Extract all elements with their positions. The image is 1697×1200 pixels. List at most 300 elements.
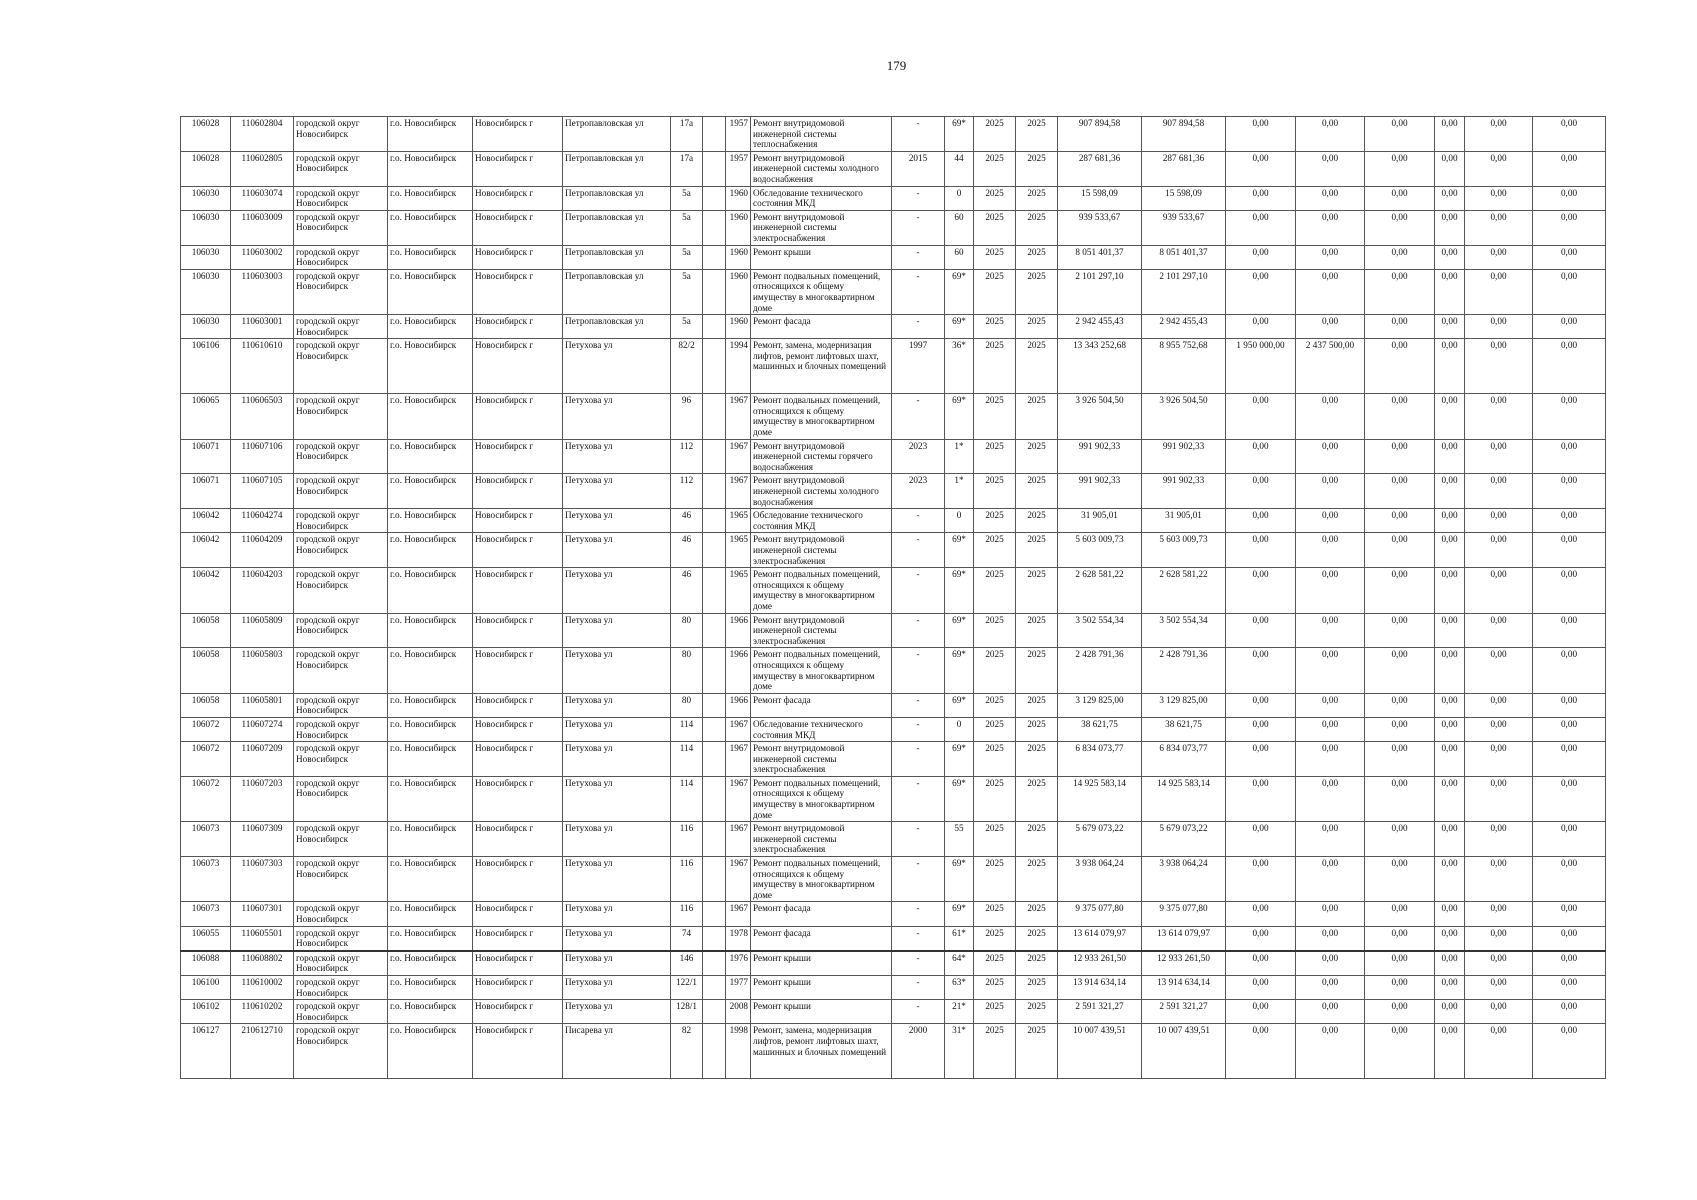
cell-district: г.о. Новосибирск [388,269,473,314]
cell-wear: 60 [945,245,974,269]
cell-street: Петропавловская ул [563,315,671,339]
cell-city: Новосибирск г [473,509,563,533]
cell-house-id: 106072 [181,742,231,777]
cell-plan-end: 2025 [1016,951,1058,976]
cell-year-built: 1960 [726,186,751,210]
cell-cost-a: 0,00 [1226,693,1296,717]
cell-last-repair-year: - [892,822,945,857]
cell-house-id: 106055 [181,926,231,951]
cell-cost-c: 0,00 [1365,648,1435,693]
cell-plan-start: 2025 [974,613,1016,648]
cell-cost-e: 0,00 [1465,902,1533,926]
cell-city: Новосибирск г [473,186,563,210]
cell-cost-b: 0,00 [1296,245,1365,269]
cell-cost-f: 0,00 [1533,533,1606,568]
cell-work-type: Ремонт внутридомовой инженерной системы холодного водоснабжения [751,151,892,186]
cell-district: г.о. Новосибирск [388,717,473,741]
cell-cost-c: 0,00 [1365,269,1435,314]
cell-municipality: городской округ Новосибирск [294,1000,388,1024]
cell-cost-f: 0,00 [1533,1024,1606,1079]
cell-total-cost: 5 603 009,73 [1058,533,1142,568]
cell-plan-end: 2025 [1016,926,1058,951]
cell-city: Новосибирск г [473,926,563,951]
cell-work-type: Ремонт фасада [751,926,892,951]
cell-cost-a: 0,00 [1226,742,1296,777]
table-row [181,439,1606,474]
cell-year-built: 1967 [726,776,751,821]
cell-district: г.о. Новосибирск [388,439,473,474]
table-row [181,975,1606,999]
cell-cost-c: 0,00 [1365,975,1435,999]
cell-city: Новосибирск г [473,269,563,314]
cell-code: 110607105 [231,474,294,509]
cell-cost-f: 0,00 [1533,1000,1606,1024]
cell-city: Новосибирск г [473,245,563,269]
cell-last-repair-year: - [892,951,945,976]
cell-last-repair-year: - [892,648,945,693]
cell-work-type: Ремонт подвальных помещений, относящихся к общему имуществу в многоквартирном доме [751,394,892,439]
table-row [181,245,1606,269]
cell-last-repair-year: - [892,693,945,717]
cell-last-repair-year: - [892,742,945,777]
cell-fund-cost: 287 681,36 [1142,151,1226,186]
cell-district: г.о. Новосибирск [388,245,473,269]
cell-cost-a: 0,00 [1226,151,1296,186]
cell-cost-b: 0,00 [1296,951,1365,976]
cell-city: Новосибирск г [473,1024,563,1079]
table-row [181,613,1606,648]
cell-cost-c: 0,00 [1365,117,1435,152]
cell-cost-c: 0,00 [1365,857,1435,902]
cell-total-cost: 5 679 073,22 [1058,822,1142,857]
cell-code: 110607209 [231,742,294,777]
cell-municipality: городской округ Новосибирск [294,245,388,269]
cell-plan-end: 2025 [1016,210,1058,245]
cell-cost-a: 0,00 [1226,975,1296,999]
cell-street: Петухова ул [563,742,671,777]
cell-municipality: городской округ Новосибирск [294,117,388,152]
cell-cost-c: 0,00 [1365,902,1435,926]
cell-code: 110605501 [231,926,294,951]
cell-street: Писарева ул [563,1024,671,1079]
cell-cost-c: 0,00 [1365,926,1435,951]
cell-cost-f: 0,00 [1533,245,1606,269]
cell-street: Петухова ул [563,951,671,976]
cell-cost-b: 0,00 [1296,648,1365,693]
cell-wear: 60 [945,210,974,245]
cell-blank [703,1000,726,1024]
cell-cost-b: 0,00 [1296,210,1365,245]
cell-street: Петропавловская ул [563,151,671,186]
cell-code: 110602805 [231,151,294,186]
cell-house-id: 106102 [181,1000,231,1024]
cell-cost-e: 0,00 [1465,117,1533,152]
cell-plan-start: 2025 [974,117,1016,152]
cell-cost-c: 0,00 [1365,776,1435,821]
cell-house-number: 128/1 [671,1000,703,1024]
cell-municipality: городской округ Новосибирск [294,1024,388,1079]
cell-fund-cost: 907 894,58 [1142,117,1226,152]
cell-code: 110607106 [231,439,294,474]
cell-total-cost: 3 129 825,00 [1058,693,1142,717]
cell-cost-d: 0,00 [1435,693,1465,717]
cell-total-cost: 2 942 455,43 [1058,315,1142,339]
cell-municipality: городской округ Новосибирск [294,339,388,394]
table-row [181,474,1606,509]
cell-city: Новосибирск г [473,693,563,717]
cell-last-repair-year: - [892,315,945,339]
cell-plan-start: 2025 [974,1000,1016,1024]
cell-fund-cost: 14 925 583,14 [1142,776,1226,821]
cell-last-repair-year: - [892,186,945,210]
cell-blank [703,776,726,821]
cell-house-number: 80 [671,693,703,717]
cell-house-number: 116 [671,857,703,902]
cell-district: г.о. Новосибирск [388,210,473,245]
cell-fund-cost: 939 533,67 [1142,210,1226,245]
cell-street: Петропавловская ул [563,269,671,314]
registry-table [180,116,1606,1079]
cell-plan-start: 2025 [974,742,1016,777]
cell-blank [703,339,726,394]
cell-house-id: 106030 [181,269,231,314]
cell-total-cost: 12 933 261,50 [1058,951,1142,976]
cell-district: г.о. Новосибирск [388,926,473,951]
cell-fund-cost: 991 902,33 [1142,439,1226,474]
cell-district: г.о. Новосибирск [388,951,473,976]
cell-street: Петухова ул [563,509,671,533]
cell-plan-end: 2025 [1016,902,1058,926]
cell-year-built: 1960 [726,210,751,245]
cell-total-cost: 3 502 554,34 [1058,613,1142,648]
cell-year-built: 1967 [726,742,751,777]
cell-plan-end: 2025 [1016,533,1058,568]
cell-cost-c: 0,00 [1365,315,1435,339]
cell-cost-b: 0,00 [1296,269,1365,314]
cell-cost-f: 0,00 [1533,568,1606,613]
cell-plan-end: 2025 [1016,117,1058,152]
cell-city: Новосибирск г [473,394,563,439]
cell-last-repair-year: - [892,926,945,951]
cell-cost-e: 0,00 [1465,245,1533,269]
cell-work-type: Ремонт, замена, модернизация лифтов, ремонт лифтовых шахт, машинных и блочных помещений [751,339,892,394]
cell-wear: 31* [945,1024,974,1079]
cell-blank [703,902,726,926]
cell-cost-a: 0,00 [1226,186,1296,210]
table-row [181,151,1606,186]
cell-cost-f: 0,00 [1533,509,1606,533]
cell-street: Петухова ул [563,648,671,693]
cell-fund-cost: 13 914 634,14 [1142,975,1226,999]
cell-municipality: городской округ Новосибирск [294,857,388,902]
cell-cost-e: 0,00 [1465,394,1533,439]
cell-house-id: 106042 [181,533,231,568]
cell-wear: 44 [945,151,974,186]
cell-blank [703,533,726,568]
cell-fund-cost: 3 938 064,24 [1142,857,1226,902]
cell-cost-c: 0,00 [1365,245,1435,269]
cell-total-cost: 991 902,33 [1058,439,1142,474]
cell-year-built: 1965 [726,568,751,613]
cell-cost-e: 0,00 [1465,857,1533,902]
cell-wear: 21* [945,1000,974,1024]
cell-code: 110607309 [231,822,294,857]
cell-district: г.о. Новосибирск [388,648,473,693]
cell-total-cost: 31 905,01 [1058,509,1142,533]
cell-year-built: 1967 [726,902,751,926]
cell-house-id: 106073 [181,902,231,926]
cell-district: г.о. Новосибирск [388,613,473,648]
cell-wear: 69* [945,857,974,902]
cell-blank [703,474,726,509]
table-row [181,693,1606,717]
cell-code: 110610002 [231,975,294,999]
table-row [181,509,1606,533]
cell-cost-f: 0,00 [1533,117,1606,152]
cell-municipality: городской округ Новосибирск [294,975,388,999]
cell-cost-b: 0,00 [1296,613,1365,648]
cell-plan-start: 2025 [974,315,1016,339]
cell-street: Петухова ул [563,975,671,999]
cell-total-cost: 8 051 401,37 [1058,245,1142,269]
cell-year-built: 1998 [726,1024,751,1079]
cell-street: Петухова ул [563,926,671,951]
cell-cost-b: 0,00 [1296,693,1365,717]
cell-city: Новосибирск г [473,717,563,741]
cell-blank [703,717,726,741]
cell-total-cost: 6 834 073,77 [1058,742,1142,777]
cell-work-type: Ремонт подвальных помещений, относящихся к общему имуществу в многоквартирном доме [751,648,892,693]
cell-house-id: 106106 [181,339,231,394]
cell-street: Петухова ул [563,1000,671,1024]
cell-wear: 0 [945,717,974,741]
cell-cost-d: 0,00 [1435,210,1465,245]
table-row [181,186,1606,210]
cell-cost-a: 0,00 [1226,1024,1296,1079]
cell-street: Петухова ул [563,857,671,902]
cell-cost-d: 0,00 [1435,533,1465,568]
cell-fund-cost: 991 902,33 [1142,474,1226,509]
cell-cost-c: 0,00 [1365,151,1435,186]
cell-total-cost: 3 926 504,50 [1058,394,1142,439]
table-row [181,1000,1606,1024]
cell-cost-e: 0,00 [1465,951,1533,976]
cell-fund-cost: 3 502 554,34 [1142,613,1226,648]
cell-year-built: 1978 [726,926,751,951]
table-row [181,857,1606,902]
cell-total-cost: 2 101 297,10 [1058,269,1142,314]
cell-blank [703,210,726,245]
cell-cost-a: 0,00 [1226,474,1296,509]
cell-work-type: Ремонт крыши [751,1000,892,1024]
cell-district: г.о. Новосибирск [388,117,473,152]
cell-house-id: 106030 [181,210,231,245]
cell-district: г.о. Новосибирск [388,315,473,339]
cell-year-built: 1957 [726,151,751,186]
cell-code: 110605803 [231,648,294,693]
cell-cost-e: 0,00 [1465,975,1533,999]
cell-plan-end: 2025 [1016,776,1058,821]
cell-work-type: Ремонт внутридомовой инженерной системы электроснабжения [751,742,892,777]
cell-fund-cost: 38 621,75 [1142,717,1226,741]
cell-street: Петухова ул [563,717,671,741]
cell-cost-d: 0,00 [1435,339,1465,394]
cell-cost-d: 0,00 [1435,926,1465,951]
cell-cost-a: 0,00 [1226,1000,1296,1024]
cell-district: г.о. Новосибирск [388,742,473,777]
cell-total-cost: 10 007 439,51 [1058,1024,1142,1079]
cell-street: Петухова ул [563,533,671,568]
cell-year-built: 1966 [726,613,751,648]
cell-municipality: городской округ Новосибирск [294,951,388,976]
cell-wear: 63* [945,975,974,999]
cell-cost-d: 0,00 [1435,439,1465,474]
cell-house-number: 114 [671,742,703,777]
cell-year-built: 1967 [726,857,751,902]
cell-city: Новосибирск г [473,151,563,186]
cell-wear: 0 [945,509,974,533]
cell-blank [703,509,726,533]
cell-work-type: Ремонт фасада [751,315,892,339]
cell-cost-e: 0,00 [1465,339,1533,394]
cell-cost-f: 0,00 [1533,269,1606,314]
cell-cost-b: 0,00 [1296,533,1365,568]
cell-municipality: городской округ Новосибирск [294,315,388,339]
cell-cost-d: 0,00 [1435,568,1465,613]
cell-street: Петухова ул [563,339,671,394]
cell-cost-d: 0,00 [1435,613,1465,648]
cell-code: 110604209 [231,533,294,568]
cell-plan-end: 2025 [1016,269,1058,314]
cell-year-built: 1965 [726,509,751,533]
cell-work-type: Ремонт внутридомовой инженерной системы электроснабжения [751,822,892,857]
cell-plan-start: 2025 [974,717,1016,741]
cell-total-cost: 38 621,75 [1058,717,1142,741]
cell-municipality: городской округ Новосибирск [294,926,388,951]
cell-house-id: 106100 [181,975,231,999]
cell-cost-d: 0,00 [1435,117,1465,152]
cell-plan-start: 2025 [974,776,1016,821]
cell-cost-e: 0,00 [1465,269,1533,314]
cell-house-id: 106030 [181,186,231,210]
cell-blank [703,117,726,152]
cell-code: 110603074 [231,186,294,210]
cell-cost-e: 0,00 [1465,210,1533,245]
cell-blank [703,857,726,902]
cell-house-number: 116 [671,902,703,926]
cell-year-built: 2008 [726,1000,751,1024]
cell-district: г.о. Новосибирск [388,394,473,439]
cell-house-number: 80 [671,613,703,648]
cell-house-number: 5а [671,315,703,339]
cell-last-repair-year: - [892,613,945,648]
cell-municipality: городской округ Новосибирск [294,693,388,717]
cell-house-id: 106073 [181,857,231,902]
cell-cost-d: 0,00 [1435,717,1465,741]
cell-total-cost: 15 598,09 [1058,186,1142,210]
cell-cost-e: 0,00 [1465,315,1533,339]
cell-cost-f: 0,00 [1533,902,1606,926]
cell-municipality: городской округ Новосибирск [294,568,388,613]
cell-house-number: 114 [671,717,703,741]
cell-cost-f: 0,00 [1533,439,1606,474]
cell-plan-start: 2025 [974,857,1016,902]
cell-code: 110604274 [231,509,294,533]
cell-work-type: Ремонт внутридомовой инженерной системы теплоснабжения [751,117,892,152]
cell-cost-c: 0,00 [1365,474,1435,509]
cell-plan-end: 2025 [1016,857,1058,902]
cell-last-repair-year: - [892,394,945,439]
cell-cost-d: 0,00 [1435,394,1465,439]
cell-plan-end: 2025 [1016,151,1058,186]
cell-cost-b: 0,00 [1296,474,1365,509]
cell-cost-d: 0,00 [1435,822,1465,857]
table-row [181,394,1606,439]
cell-year-built: 1960 [726,245,751,269]
cell-cost-a: 0,00 [1226,394,1296,439]
cell-cost-b: 0,00 [1296,975,1365,999]
table-row [181,339,1606,394]
cell-district: г.о. Новосибирск [388,1024,473,1079]
cell-cost-b: 0,00 [1296,1024,1365,1079]
cell-street: Петухова ул [563,394,671,439]
table-row [181,533,1606,568]
cell-cost-a: 0,00 [1226,857,1296,902]
cell-street: Петропавловская ул [563,245,671,269]
cell-cost-c: 0,00 [1365,717,1435,741]
cell-cost-d: 0,00 [1435,245,1465,269]
cell-municipality: городской округ Новосибирск [294,822,388,857]
cell-cost-e: 0,00 [1465,151,1533,186]
cell-plan-end: 2025 [1016,693,1058,717]
cell-house-id: 106030 [181,245,231,269]
cell-fund-cost: 9 375 077,80 [1142,902,1226,926]
cell-code: 110605801 [231,693,294,717]
table-row [181,648,1606,693]
cell-work-type: Обследование технического состояния МКД [751,717,892,741]
cell-year-built: 1976 [726,951,751,976]
cell-blank [703,693,726,717]
cell-plan-start: 2025 [974,648,1016,693]
cell-last-repair-year: 1997 [892,339,945,394]
cell-cost-c: 0,00 [1365,693,1435,717]
cell-cost-e: 0,00 [1465,776,1533,821]
cell-district: г.о. Новосибирск [388,975,473,999]
cell-city: Новосибирск г [473,648,563,693]
cell-last-repair-year: - [892,210,945,245]
cell-last-repair-year: - [892,975,945,999]
cell-cost-a: 0,00 [1226,648,1296,693]
cell-plan-start: 2025 [974,439,1016,474]
cell-cost-c: 0,00 [1365,210,1435,245]
cell-district: г.о. Новосибирск [388,857,473,902]
table-row [181,210,1606,245]
cell-city: Новосибирск г [473,474,563,509]
cell-house-id: 106088 [181,951,231,976]
cell-blank [703,975,726,999]
cell-plan-start: 2025 [974,151,1016,186]
cell-year-built: 1967 [726,439,751,474]
cell-year-built: 1960 [726,269,751,314]
cell-blank [703,822,726,857]
cell-plan-end: 2025 [1016,339,1058,394]
table-row [181,717,1606,741]
cell-house-id: 106058 [181,693,231,717]
cell-cost-b: 0,00 [1296,151,1365,186]
cell-district: г.о. Новосибирск [388,822,473,857]
cell-cost-c: 0,00 [1365,613,1435,648]
cell-fund-cost: 5 679 073,22 [1142,822,1226,857]
